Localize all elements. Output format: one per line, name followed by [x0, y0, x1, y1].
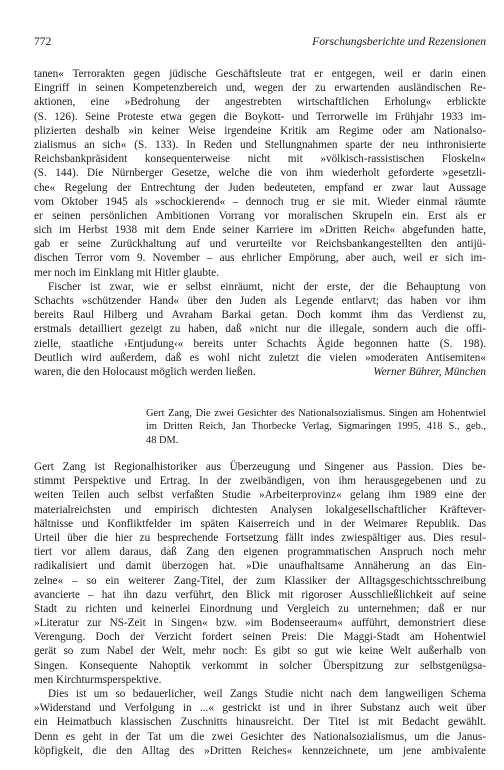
text-line: men Kirchturmsperspektive. — [34, 673, 162, 686]
page-number: 772 — [34, 35, 52, 48]
text-line: zielle, staatliche ›Entjudung‹« bereits unter Schachts Ägide begonnen hatte (S. 198). — [34, 337, 486, 350]
text-line: che« Regelung der Entrechtung der Juden bedeuteten, empfand er zwar laut Aussage — [34, 181, 486, 194]
running-head: Forschungsberichte und Rezensionen — [312, 35, 486, 48]
text-line: materialreichsten und empirisch dichtesten Analysen lokalgesellschaftlicher Kräftever- — [34, 503, 486, 516]
text-line: gerät so zum Nabel der Welt, mehr noch: Es gibt so gut wie keine Welt außerhalb von — [34, 645, 486, 658]
reviewer-signature: Werner Bührer, München — [373, 365, 486, 378]
text-line: zialismus an sich« (S. 133). In Reden und Stellungnahmen sparte der neu inthronisierte — [34, 138, 486, 151]
text-line: Schachts »schützender Hand« über den Juden als Legende entlarvt; das haben vor ihm — [34, 295, 486, 307]
text-line: tiert vor allem daraus, daß Zang den eigenen programmatischen Anspruch noch mehr — [34, 546, 486, 559]
text-line: Urteil über die hier zu besprechende Fortsetzung fällt indes zwiespältiger aus. Dies resul- — [34, 531, 486, 544]
review-1-body — [34, 67, 486, 379]
bib-lines — [146, 407, 486, 447]
text-line: ein Heimatbuch klassischen Zuschnitts hinausreicht. Der Titel ist mit Bedacht gewählt. — [34, 716, 486, 729]
text-line: zelne« – so ein weiterer Zang-Titel, der zum Klassiker der Alltagsgeschichtsschreibung — [34, 574, 486, 587]
text-line: radikalisiert und damit überzogen hat. »Die unaufhaltsame Annäherung an das Ein- — [34, 560, 486, 573]
text-line: Eingriff in seinen Kompetenzbereich und, wegen der zu erwartenden ausländischen Re- — [34, 82, 486, 95]
text-line: Fischer ist zwar, wie er selbst einräumt, nicht der erste, der die Behauptung von — [48, 280, 486, 293]
text-line: sich im Herbst 1938 mit dem Ende seiner Karriere im »Dritten Reich« abgefunden hatte, — [34, 224, 486, 237]
text-line: stimmt Perspektive und Ertrag. In der zweibändigen, von ihm herausgegebenen und zu — [34, 475, 486, 488]
text-line: Dies ist um so bedauerlicher, weil Zangs Studie nicht nach dem langweiligen Schema — [48, 688, 486, 700]
text-line: er seinen persönlichen Ambitionen Vorrang vor moralischen Skrupeln ein. Erst als er — [34, 209, 486, 222]
text-line: bereits Raul Hilberg und Avraham Barkai getan. Doch kommt ihm das Verdienst zu, — [34, 309, 486, 322]
review-2-body — [34, 460, 486, 758]
review-1-paragraph-2 — [34, 280, 486, 365]
text-line: gab er seine Zurückhaltung auf und verurteilte vor Reichsbankangestellten den antijü- — [34, 238, 486, 251]
review-2-paragraph-2 — [34, 687, 486, 758]
text-line: »Literatur zur NS-Zeit in Singen« bzw. »im Bodenseeraum« aufführt, demonstriert diese — [34, 617, 486, 630]
text-line: plizierten deshalb »in keiner Weise irgendeine Kritik am Regime oder am Nationalso- — [34, 124, 486, 137]
text-line: »Widerstand und Verfolgung in ...« gestrickt ist und in ihrer Substanz auch weit über — [34, 702, 486, 715]
text-line: Stadt zu richten und keinerlei Einordnung und Vergleich zu unternehmen; daß er nur — [34, 602, 486, 615]
text-line: Verengung. Doch der Verzicht fordert seinen Preis: Die Maggi-Stadt am Hohentwiel — [34, 631, 486, 644]
bibliographic-entry — [146, 407, 486, 447]
text-line: aktionen, eine »Bedrohung der angestrebten wirtschaftlichen Erholung« erblickte — [34, 96, 486, 109]
review-1-closing-line — [34, 365, 486, 379]
text-line: tanen« Terrorakten gegen jüdische Geschäftsleute trat er entgegen, weil er darin einen — [34, 68, 486, 80]
text-line: dischen Terror vom 9. November – aus ehrlicher Empörung, aber auch, weil er sich im- — [34, 252, 486, 265]
closing-text: waren, die den Holocaust möglich werden ließen. — [34, 365, 256, 378]
text-line: erstmals detailliert gezeigt zu haben, daß »nicht nur die illegale, sondern auch die offi- — [34, 323, 486, 336]
text-line: Gert Zang ist Regionalhistoriker aus Überzeugung und Singener aus Passion. Dies be- — [34, 461, 486, 473]
text-line: im Dritten Reich, Jan Thorbecke Verlag, Sigmaringen 1995, 418 S., geb., — [146, 421, 486, 433]
text-line: avancierte – hat ihn dazu verführt, den Blick mit rigoroser Ausschließlichkeit auf seine — [34, 588, 486, 601]
text-line: (S. 144). Die Nürnberger Gesetze, welche die von ihm wiederholt geforderte »gesetzli- — [34, 167, 486, 180]
text-line: Deutlich wird außerdem, daß es wohl nicht zuletzt die vielen »moderaten Antisemiten« — [34, 351, 486, 364]
review-2-paragraph-1 — [34, 460, 486, 687]
text-line: weiten Teilen auch selbst verfaßten Studie »Arbeiterprovinz« gelang ihm 1989 eine der — [34, 489, 486, 502]
text-line: Reichsbankpräsident konsequenterweise nicht mit »völkisch-rassistischen Floskeln« — [34, 153, 486, 166]
text-line: vom Oktober 1945 als »schockierend« – dennoch trug er sie mit. Wieder einmal räumte — [34, 195, 486, 208]
text-line: Gert Zang, Die zwei Gesichter des Nationalsozialismus. Singen am Hohentwiel — [146, 408, 486, 419]
text-line: Denn es geht in der Tat um die zwei Gesichter des Nationalsozialismus, um die Janus- — [34, 730, 486, 743]
review-1-paragraph-1 — [34, 67, 486, 280]
page-header — [34, 35, 486, 51]
text-line: mer noch im Einklang mit Hitler glaubte. — [34, 266, 219, 279]
text-line: hältnisse und Konfliktfelder im späten Kaiserreich und in der Weimarer Republik. Das — [34, 517, 486, 530]
text-line: Singen. Konsequente Nahoptik verkommt in solcher Überspitzung zur selbstgenügsa- — [34, 659, 486, 672]
text-line: (S. 126). Seine Proteste etwa gegen die Boykott- und Terrorwelle im Frühjahr 1933 im- — [34, 110, 486, 123]
text-line: köpfigkeit, die den Alltag des »Dritten Reiches« kennzeichnete, um jene ambivalente — [34, 744, 486, 757]
text-line: 48 DM. — [146, 434, 179, 446]
